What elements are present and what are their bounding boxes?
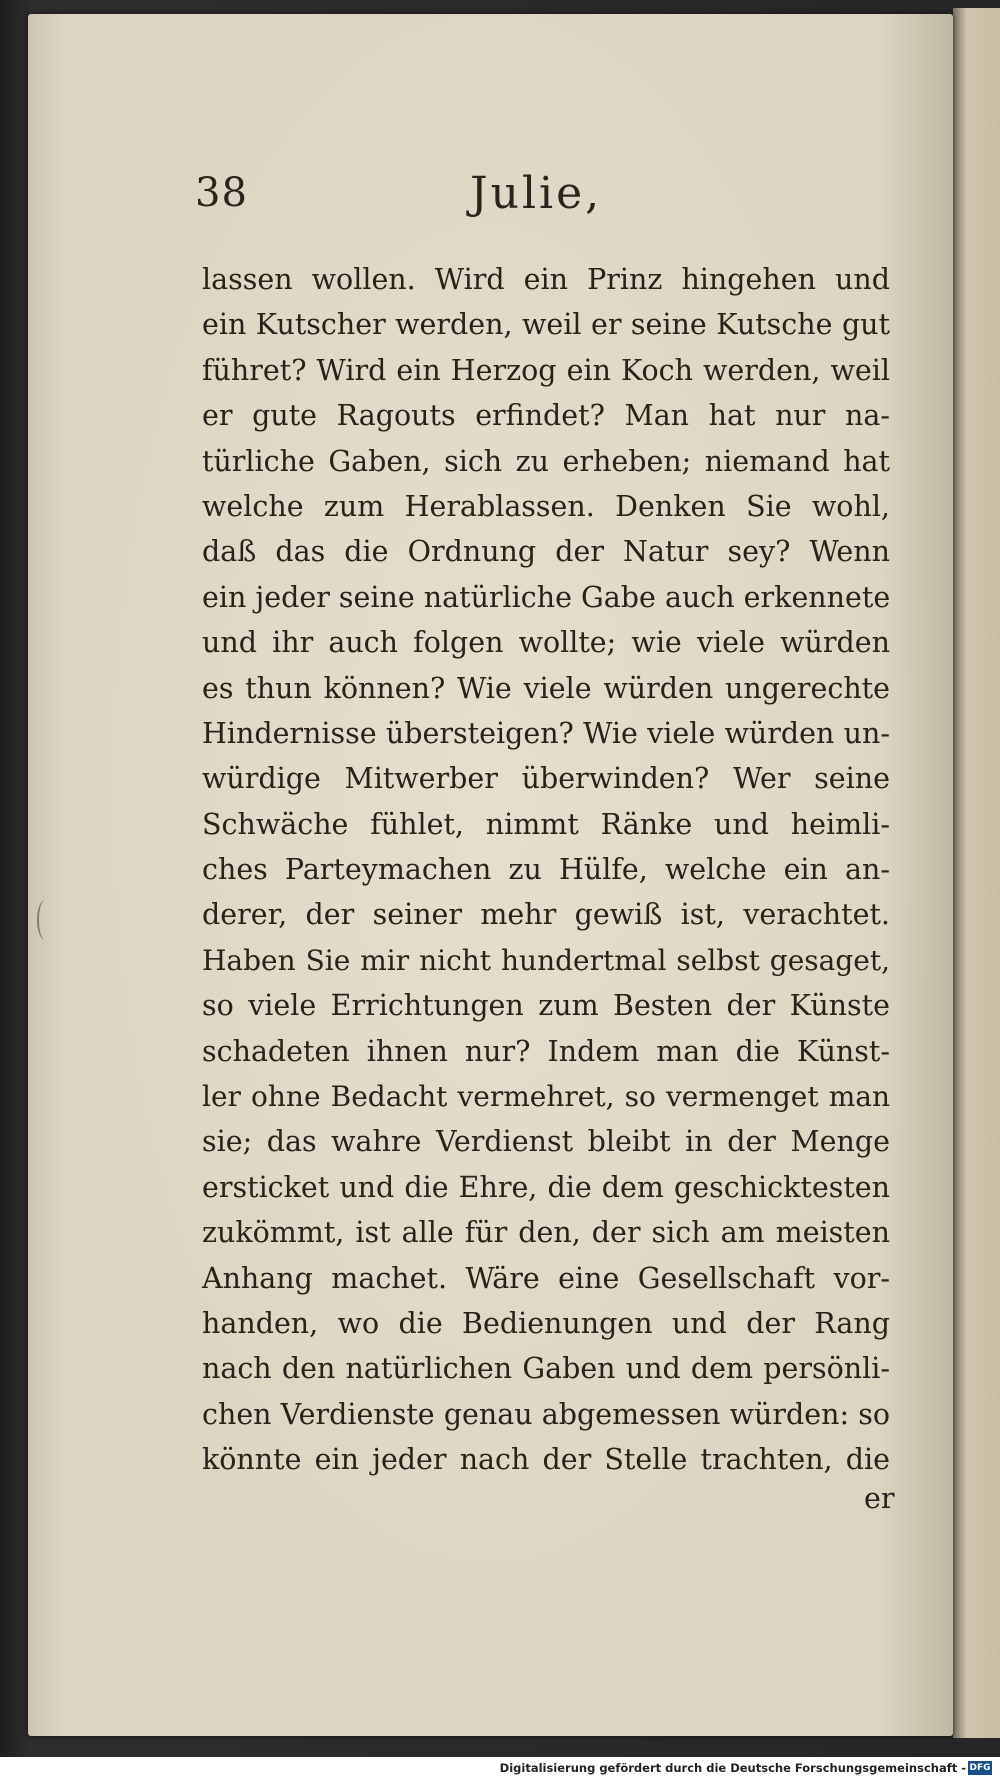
text-line: lassen wollen. Wird ein Prinz hingehen und	[202, 263, 890, 296]
text-line: türliche Gaben, sich zu erheben; niemand hat	[202, 444, 890, 478]
text-line: er gute Ragouts erfindet? Man hat nur na-	[202, 399, 890, 433]
text-line: chen Verdienste genau abgemessen würden: so	[202, 1397, 890, 1431]
page-number: 38	[195, 170, 248, 216]
page-margin-mark	[37, 900, 53, 940]
text-line: nach den natürlichen Gaben und dem persönli-	[202, 1352, 890, 1386]
digitization-credit: Digitalisierung gefördert durch die Deutsche Forschungsgemeinschaft -	[499, 1761, 966, 1775]
text-line: so viele Errichtungen zum Besten der Künste	[202, 989, 890, 1023]
text-line: Anhang machet. Wäre eine Gesellschaft vor-	[202, 1261, 890, 1295]
text-line: derer, der seiner mehr gewiß ist, verachtet.	[202, 898, 890, 932]
dfg-logo-icon: DFG	[969, 1763, 991, 1773]
catchword: er	[864, 1482, 895, 1515]
text-line: welche zum Herablassen. Denken Sie wohl,	[202, 489, 890, 523]
text-line: es thun können? Wie viele würden ungerechte	[202, 671, 890, 705]
text-line: ein Kutscher werden, weil er seine Kutsche gut	[202, 308, 890, 342]
text-line: Schwäche fühlet, nimmt Ränke und heimli-	[202, 807, 890, 841]
text-line: Haben Sie mir nicht hundertmal selbst gesaget,	[202, 943, 890, 977]
text-line: zukömmt, ist alle für den, der sich am meisten	[202, 1216, 890, 1250]
text-line: schadeten ihnen nur? Indem man die Künst-	[202, 1034, 890, 1068]
page-header	[195, 170, 915, 230]
text-line: Hindernisse übersteigen? Wie viele würden un-	[202, 716, 890, 750]
text-line: führet? Wird ein Herzog ein Koch werden, weil	[202, 353, 890, 387]
text-line: handen, wo die Bedienungen und der Rang	[202, 1306, 890, 1340]
body-text	[202, 257, 890, 1483]
text-line: ler ohne Bedacht vermehret, so vermenget man	[202, 1080, 890, 1114]
text-line: ches Parteymachen zu Hülfe, welche ein an-	[202, 853, 890, 887]
text-line: daß das die Ordnung der Natur sey? Wenn	[202, 535, 890, 569]
text-line: würdige Mitwerber überwinden? Wer seine	[202, 762, 890, 796]
text-line: ein jeder seine natürliche Gabe auch erkennete	[202, 580, 891, 614]
facing-page-edge	[953, 8, 1000, 1738]
text-line: und ihr auch folgen wollte; wie viele würden	[202, 626, 890, 660]
text-line: ersticket und die Ehre, die dem geschicktesten	[202, 1170, 890, 1204]
running-title: Julie,	[470, 168, 603, 219]
text-line: könnte ein jeder nach der Stelle trachten, die	[202, 1443, 890, 1477]
text-line: sie; das wahre Verdienst bleibt in der Menge	[202, 1125, 890, 1159]
